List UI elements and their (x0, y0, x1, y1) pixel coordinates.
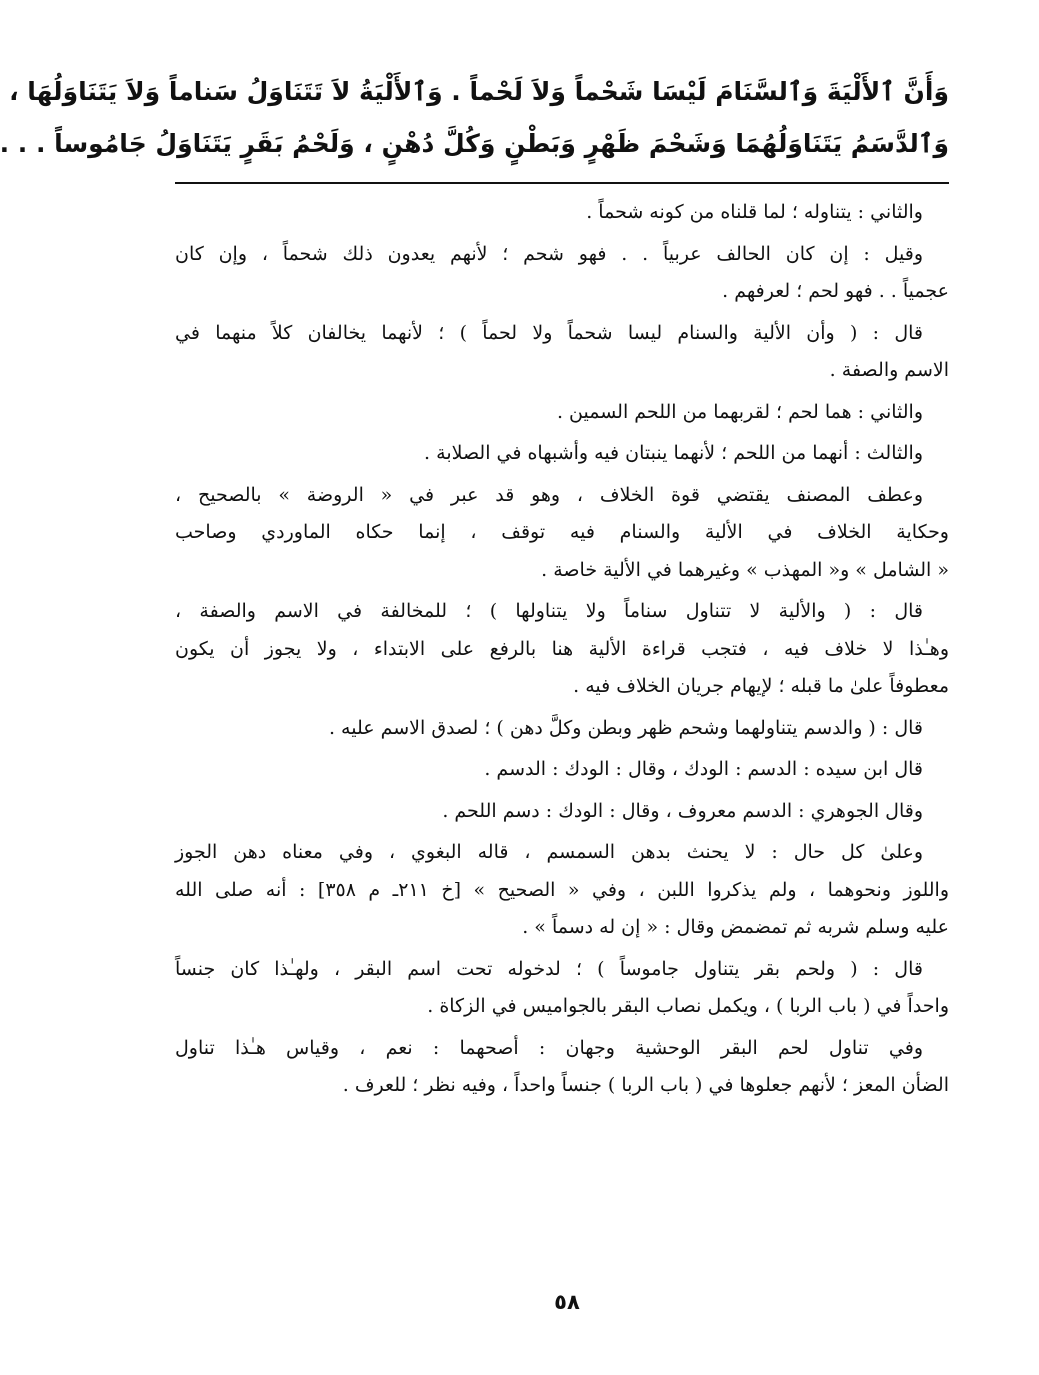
page-number: ٥٨ (554, 1290, 580, 1314)
text-line: قال ابن سيده : الدسم : الودك ، وقال : الودك : الدسم . (484, 758, 923, 780)
commentary-paragraph (175, 593, 949, 706)
text-line: قال : ( ولحم بقر يتناول جاموساً ) ؛ لدخوله تحت اسم البقر ، ولهـٰذا كان جنساً (175, 957, 923, 980)
text-line: عجمياً . . فهو لحم ؛ لعرفهم . (722, 280, 949, 302)
commentary-paragraph (175, 751, 949, 789)
text-line: وعلىٰ كل حال : لا يحنث بدهن السمسم ، قاله البغوي ، وفي معناه دهن الجوز (175, 841, 923, 863)
text-line: قال : ( والألية لا تتناول سناماً ولا يتناولها ) ؛ للمخالفة في الاسم والصفة ، (175, 600, 923, 622)
separator-rule (175, 182, 949, 184)
text-line: واللوز ونحوهما ، ولم يذكروا اللبن ، وفي « الصحيح » [خ ٢١١ـ م ٣٥٨] : أنه صلى الله (175, 878, 949, 901)
text-line: والثالث : أنهما من اللحم ؛ لأنهما ينبتان فيه وأشبهاه في الصلابة . (424, 442, 923, 464)
commentary-paragraph (175, 477, 949, 590)
text-line: وهـٰذا لا خلاف فيه ، فتجب قراءة الألية هنا بالرفع على الابتداء ، ولا يجوز أن يكون (175, 637, 949, 660)
commentary-paragraph (175, 951, 949, 1026)
text-line: وحكاية الخلاف في الألية والسنام فيه توقف ، إنما حكاه الماوردي وصاحب (175, 521, 949, 543)
text-line: عليه وسلم شربه ثم تمضمض وقال : « إن له دسماً » . (522, 916, 949, 938)
commentary-paragraph (175, 1030, 949, 1105)
text-line: وفي تناول لحم البقر الوحشية وجهان : أصحهما : نعم ، وقياس هـٰذا تناول (175, 1036, 923, 1059)
commentary-paragraph (175, 793, 949, 831)
commentary-paragraph (175, 710, 949, 748)
matn-text-block (0, 66, 949, 170)
text-line: الاسم والصفة . (829, 359, 949, 381)
text-line: وعطف المصنف يقتضي قوة الخلاف ، وهو قد عبر في « الروضة » بالصحيح ، (175, 483, 923, 506)
commentary-paragraph (175, 194, 949, 232)
matn-line: وَٱلدَّسَمُ يَتَنَاوَلُهُمَا وَشَحْمَ ظَهْرٍ وَبَطْنٍ وَكُلَّ دُهْنٍ ، وَلَحْمُ بَقَرٍ يَتَنَاوَلُ جَامُوساً . . . (0, 129, 949, 158)
text-line: وقيل : إن كان الحالف عربياً . . فهو شحم ؛ لأنهم يعدون ذلك شحماً ، وإن كان (175, 242, 923, 265)
text-line: وقال الجوهري : الدسم معروف ، وقال : الودك : دسم اللحم . (442, 799, 923, 822)
commentary-paragraph (175, 315, 949, 390)
matn-line: وَأَنَّ ٱلأَلْيَةَ وَٱلسَّنَامَ لَيْسَا شَحْماً وَلاَ لَحْماً . وَٱلأَلْيَةُ لاَ تَتَنَاوَلُ سَناماً وَلاَ يَتَنَاوَلُهَا ، (9, 77, 949, 106)
text-line: « الشامل » و« المهذب » وغيرهما في الألية خاصة . (541, 558, 949, 581)
commentary-paragraph (175, 236, 949, 311)
commentary-block (175, 194, 949, 1105)
text-line: قال : ( والدسم يتناولهما وشحم ظهر وبطن وكلَّ دهن ) ؛ لصدق الاسم عليه . (328, 716, 923, 739)
commentary-paragraph (175, 834, 949, 947)
text-line: قال : ( وأن الألية والسنام ليسا شحماً ولا لحماً ) ؛ لأنهما يخالفان كلاً منهما في (175, 321, 923, 344)
text-line: الضأن المعز ؛ لأنهم جعلوها في ( باب الربا ) جنساً واحداً ، وفيه نظر ؛ للعرف . (342, 1074, 949, 1096)
commentary-paragraph (175, 394, 949, 432)
text-line: معطوفاً علىٰ ما قبله ؛ لإيهام جريان الخلاف فيه . (573, 675, 949, 697)
commentary-paragraph (175, 435, 949, 473)
text-line: والثاني : هما لحم ؛ لقربهما من اللحم السمين . (556, 400, 923, 423)
book-page (0, 66, 949, 1335)
text-line: والثاني : يتناوله ؛ لما قلناه من كونه شحماً . (586, 201, 923, 223)
text-line: واحداً في ( باب الربا ) ، ويكمل نصاب البقر بالجواميس في الزكاة . (427, 995, 949, 1017)
